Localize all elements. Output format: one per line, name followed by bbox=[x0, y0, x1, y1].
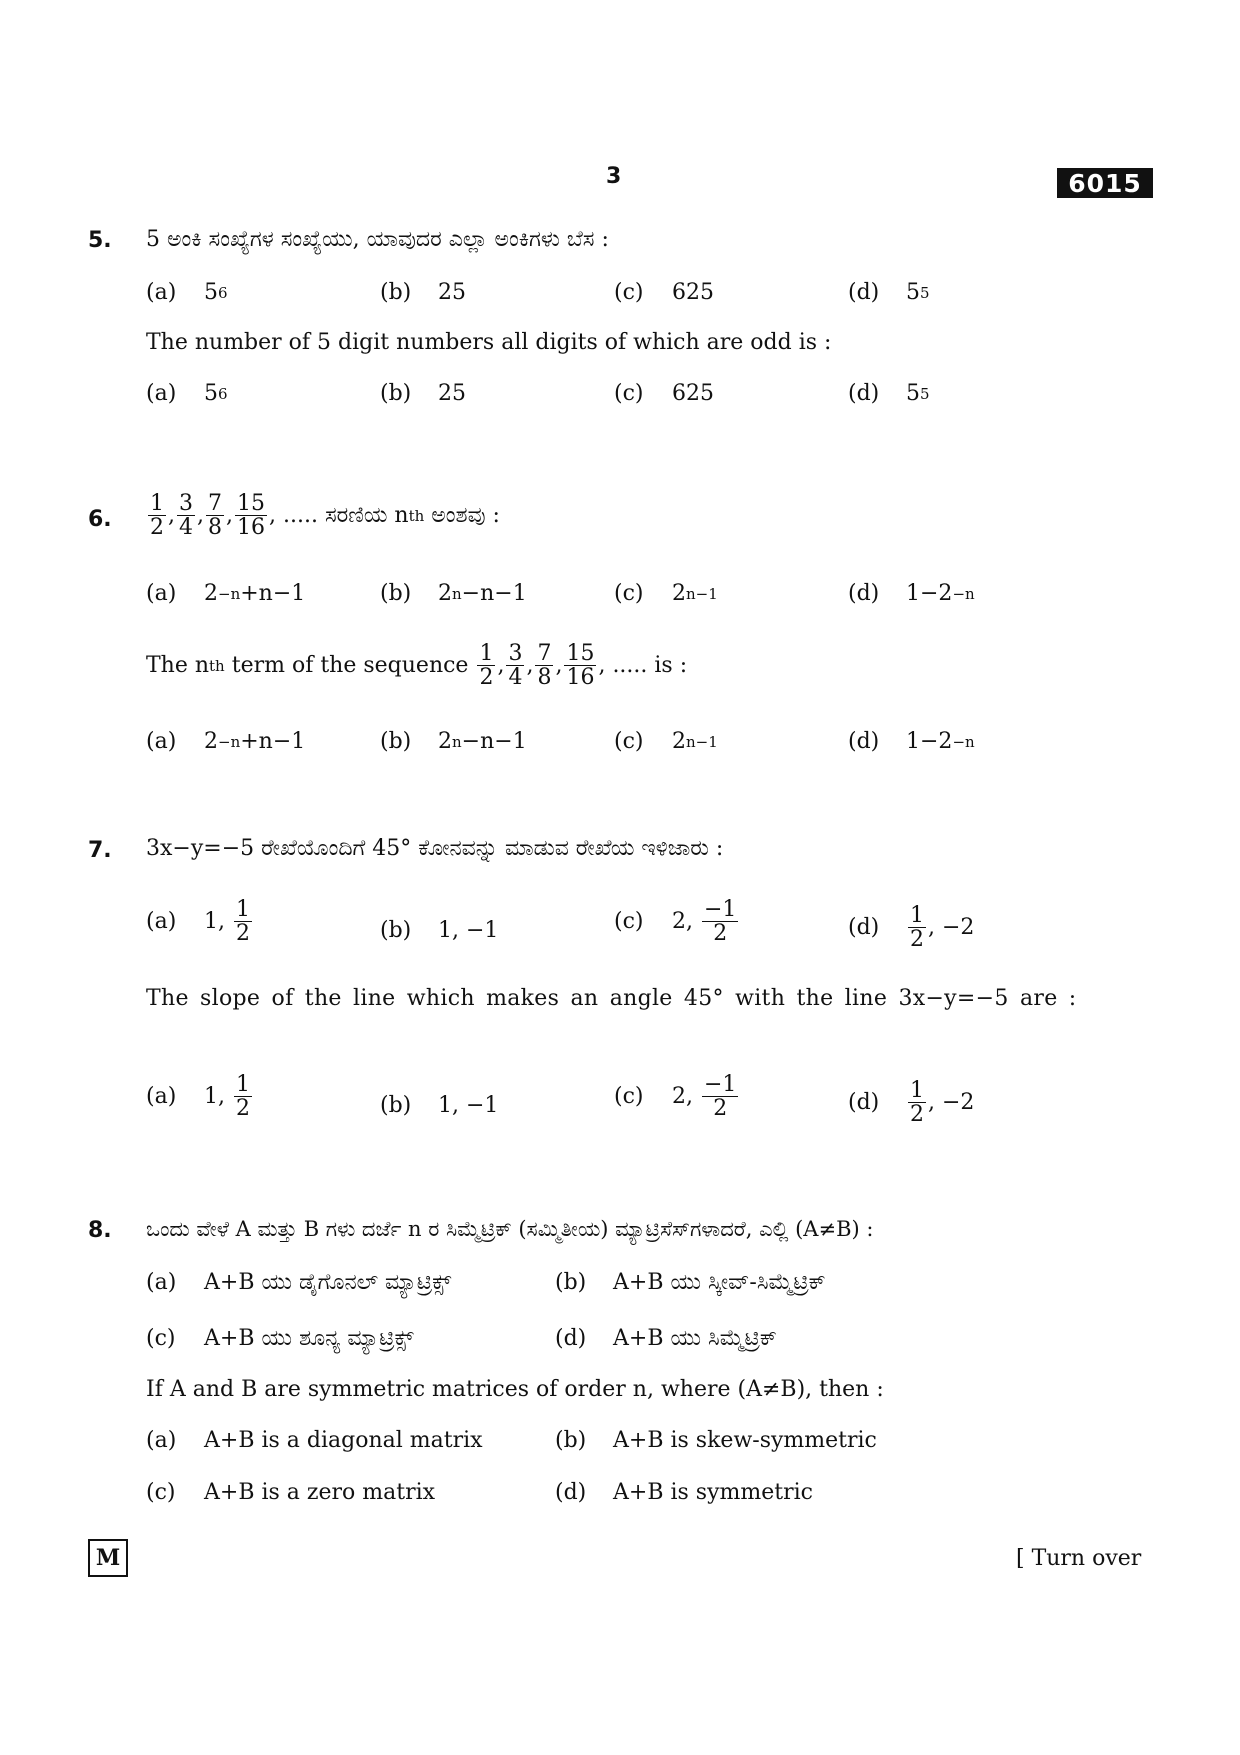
q8-k-option-b: (b) A+B ಯು ಸ್ಕೀವ್-ಸಿಮ್ಮೆಟ್ರಿಕ್ bbox=[555, 1270, 826, 1295]
q5-k-option-d: (d) 5 5 bbox=[848, 280, 930, 305]
q8-k-option-d: (d) A+B ಯು ಸಿಮ್ಮೆಟ್ರಿಕ್ bbox=[555, 1326, 777, 1351]
q5-english-stem: The number of 5 digit numbers all digits of which are odd is : bbox=[146, 330, 832, 355]
q7-e-option-a: (a) 1, $\frac{1}{2}$ bbox=[146, 1072, 250, 1122]
q6-e-option-a: (a) 2 −n +n−1 bbox=[146, 729, 306, 754]
q8-kannada-stem: ಒಂದು ವೇಳೆ A ಮತ್ತು B ಗಳು ದರ್ಜೆ n ರ ಸಿಮ್ಮೆಟ್ರಿಕ್ (ಸಮ್ಮಿತೀಯ) ಮ್ಯಾಟ್ರಿಸೆಸ್‌ಗಳಾದರೆ, ಎಲ್ಲಿ (A≠B) : bbox=[146, 1217, 874, 1241]
q5-k-option-a: (a) 5 6 bbox=[146, 280, 228, 305]
medium-mark-box: M bbox=[88, 1539, 128, 1577]
q8-english-stem: If A and B are symmetric matrices of order n, where (A≠B), then : bbox=[146, 1377, 884, 1402]
fraction: $\frac{7}{8}$ bbox=[537, 641, 552, 691]
q8-e-option-a: (a) A+B is a diagonal matrix bbox=[146, 1428, 483, 1453]
q5-e-option-a: (a) 5 6 bbox=[146, 381, 228, 406]
fraction: $\frac{15}{16}$ bbox=[566, 641, 595, 691]
fraction: $\frac{1}{2}$ bbox=[150, 491, 164, 541]
q7-e-option-c: (c) 2, $\frac{-1}{2}$ bbox=[614, 1072, 737, 1122]
q6-k-option-d: (d) 1−2 −n bbox=[848, 581, 975, 606]
turn-over-note: [ Turn over bbox=[1016, 1546, 1142, 1571]
q7-e-option-b: (b) 1, −1 bbox=[380, 1093, 499, 1118]
q8-k-option-a: (a) A+B ಯು ಡೈಗೊನಲ್ ಮ್ಯಾಟ್ರಿಕ್ಸ್ bbox=[146, 1270, 452, 1295]
q6-k-option-b: (b) 2 n −n−1 bbox=[380, 581, 527, 606]
q6-e-option-d: (d) 1−2 −n bbox=[848, 729, 975, 754]
q5-k-option-b: (b) 25 bbox=[380, 280, 466, 305]
q5-k-option-c: (c) 625 bbox=[614, 280, 714, 305]
q8-k-option-c: (c) A+B ಯು ಶೂನ್ಯ ಮ್ಯಾಟ್ರಿಕ್ಸ್ bbox=[146, 1326, 414, 1351]
q7-e-option-d: (d) $\frac{1}{2}$ , −2 bbox=[848, 1078, 975, 1128]
question-number-6: 6. bbox=[88, 507, 112, 532]
question-number-5: 5. bbox=[88, 228, 112, 253]
q6-e-option-c: (c) 2 n−1 bbox=[614, 729, 718, 754]
question-number-7: 7. bbox=[88, 838, 112, 863]
fraction: $\frac{7}{8}$ bbox=[208, 491, 222, 541]
fraction: $\frac{3}{4}$ bbox=[508, 641, 523, 691]
q7-k-option-a: (a) 1, $\frac{1}{2}$ bbox=[146, 897, 250, 947]
q7-k-option-b: (b) 1, −1 bbox=[380, 918, 499, 943]
q5-e-option-b: (b) 25 bbox=[380, 381, 466, 406]
q6-kannada-stem: $\frac{1}{2}$ , $\frac{3}{4}$ , $\frac{7}{8}$ , $\frac{15}{16}$ , ..... ಸರಣಿಯ n th ಅಂಶವು : bbox=[150, 491, 500, 541]
q7-k-option-c: (c) 2, $\frac{-1}{2}$ bbox=[614, 897, 737, 947]
fraction: $\frac{1}{2}$ bbox=[479, 641, 494, 691]
q7-kannada-stem: 3x−y=−5 ರೇಖೆಯೊಂದಿಗೆ 45° ಕೋನವನ್ನು ಮಾಡುವ ರೇಖೆಯ ಇಳಿಜಾರು : bbox=[146, 836, 724, 861]
fraction: $\frac{3}{4}$ bbox=[179, 491, 193, 541]
fraction: $\frac{15}{16}$ bbox=[237, 491, 265, 541]
page-number: 3 bbox=[606, 164, 622, 189]
q5-e-option-d: (d) 5 5 bbox=[848, 381, 930, 406]
q5-kannada-stem: 5 ಅಂಕಿ ಸಂಖ್ಯೆಗಳ ಸಂಖ್ಯೆಯು, ಯಾವುದರ ಎಲ್ಲಾ ಅಂಕಿಗಳು ಬೆಸ : bbox=[146, 227, 609, 252]
q6-k-option-a: (a) 2 −n +n−1 bbox=[146, 581, 306, 606]
paper-code-badge: 6015 bbox=[1057, 168, 1153, 198]
q8-e-option-c: (c) A+B is a zero matrix bbox=[146, 1480, 436, 1505]
q6-e-option-b: (b) 2 n −n−1 bbox=[380, 729, 527, 754]
q7-english-stem: The slope of the line which makes an angle 45° with the line 3x−y=−5 are : bbox=[146, 986, 1077, 1011]
q7-k-option-d: (d) $\frac{1}{2}$ , −2 bbox=[848, 903, 975, 953]
question-number-8: 8. bbox=[88, 1218, 112, 1243]
q5-e-option-c: (c) 625 bbox=[614, 381, 714, 406]
q6-english-stem: The n th term of the sequence $\frac{1}{2}$ , $\frac{3}{4}$ , $\frac{7}{8}$ , $\frac{15}{16}$ , ..... is : bbox=[146, 641, 688, 691]
q6-k-option-c: (c) 2 n−1 bbox=[614, 581, 718, 606]
q8-e-option-b: (b) A+B is skew-symmetric bbox=[555, 1428, 877, 1453]
q8-e-option-d: (d) A+B is symmetric bbox=[555, 1480, 813, 1505]
